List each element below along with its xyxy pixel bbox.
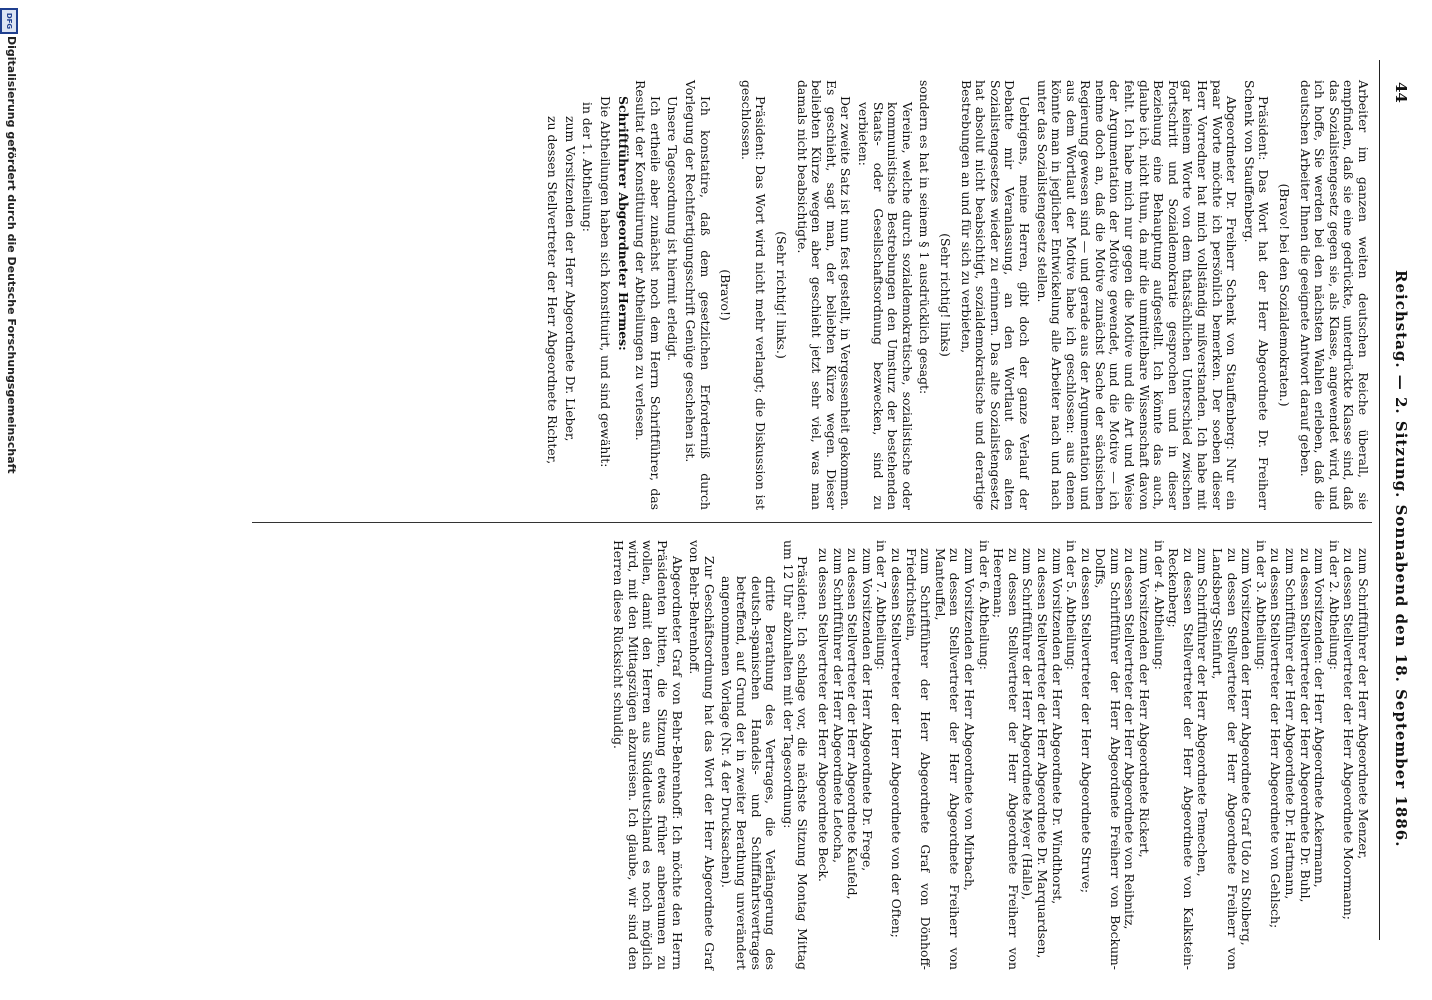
paragraph: sondern es hat in seinem § 1 ausdrücklich gesagt: bbox=[917, 80, 933, 395]
list-item: zum Schriftführer der Herr Abgeordnete Freiherr von Bockum-Dolffs, bbox=[1093, 548, 1123, 970]
paragraph: Ich ertheile aber zunächst noch dem Herrn Schriftführer, das Resultat der Konstituirung der Abtheilungen zu verlesen. bbox=[633, 80, 663, 510]
list-heading: in der 4. Abtheilung: bbox=[1151, 540, 1167, 670]
interjection: (Sehr richtig! links) bbox=[937, 233, 953, 357]
list-item: zum Schriftführer der Herr Abgeordnete Meyer (Halle), bbox=[1020, 548, 1036, 901]
dfg-logo: DFG bbox=[0, 8, 18, 34]
interjection: (Sehr richtig! links.) bbox=[774, 231, 790, 359]
interjection: (Bravo! bei den Sozialdemokraten.) bbox=[1277, 183, 1293, 407]
list-item: zum Schriftführer der Herr Abgeordnete Dr. Hartmann, bbox=[1283, 548, 1299, 900]
paragraph: Präsident: Das Wort hat der Herr Abgeordnete Dr. Freiherr Schenk von Stauffenberg. bbox=[1241, 80, 1272, 510]
list-heading: in der 2. Abtheilung: bbox=[1326, 540, 1342, 670]
list-heading: in der 7. Abtheilung: bbox=[874, 540, 890, 670]
quotation: Vereine, welche durch sozialdemokratische, sozialistische oder kommunistische Bestrebungen den Umsturz der bestehenden Staats- oder Gesellschaftsordnung bezwecken, sind zu verbieten: bbox=[856, 102, 915, 510]
list-item: zu dessen Stellvertreter der Herr Abgeordnete Dr. Marquardsen, bbox=[1034, 548, 1050, 959]
list-item: zum Vorsitzenden der Herr Abgeordnete Graf Udo zu Stolberg, bbox=[1239, 548, 1255, 946]
list-item: zum Schriftführer der Herr Abgeordnete Temechen, bbox=[1195, 548, 1211, 877]
list-item: zu dessen Stellvertreter der Herr Abgeordnete von Reibnitz, bbox=[1122, 548, 1138, 930]
list-item: zu dessen Stellvertreter der Herr Abgeordnete von Kalkstein-Reckenberg; bbox=[1166, 548, 1196, 970]
page-header bbox=[1384, 60, 1410, 940]
list-item: zum Vorsitzenden der Herr Abgeordnete Dr. Windthorst, bbox=[1049, 548, 1065, 905]
list-item: zu dessen Stellvertreter der Herr Abgeordnete von der Often; bbox=[889, 548, 904, 938]
speaker-line: Schriftführer Abgeordneter Hermes: bbox=[615, 96, 631, 351]
list-item: zu dessen Stellvertreter der Herr Abgeordnete Beck. bbox=[816, 548, 832, 882]
column-divider bbox=[252, 522, 1372, 523]
paragraph: Der zweite Satz ist nun fest gestellt, in Vergessenheit gekommen. Es geschieht, sagt man, der beliebten Kürze wegen. Dieser beliebten Kürze wegen aber geschieht jetzt sehr viel, was man damals nicht beabsichtigte. bbox=[794, 80, 854, 510]
list-item: zum Vorsitzenden: der Herr Abgeordnete Ackermann, bbox=[1312, 548, 1328, 888]
paragraph: Präsident: Ich schlage vor, die nächste Sitzung Montag Mittag um 12 Uhr abzuhalten mit der Tagesordnung: bbox=[780, 540, 811, 970]
list-heading: in der 6. Abtheilung: bbox=[976, 540, 992, 670]
paragraph: Präsident: Das Wort wird nicht mehr verlangt; die Diskussion ist geschlossen. bbox=[738, 80, 769, 510]
list-item: zu dessen Stellvertreter der Herr Abgeordnete Dr. Buhl, bbox=[1297, 548, 1313, 903]
list-item: zu dessen Stellvertreter der Herr Abgeordnete Freiherr von Manteuffel, bbox=[932, 548, 963, 970]
agenda-item: dritte Berathung des Vertrages, die Verlängerung des deutsch-spanischen Handels- und Schifffahrtsvertrages betreffend, auf Grund der in zweiter Berathung unverändert angenommenen Vorlage (Nr. 4 der Drucksachen). bbox=[719, 576, 779, 970]
list-heading: in der 3. Abtheilung: bbox=[1253, 540, 1269, 670]
list-item: zu dessen Stellvertreter der Herr Abgeordnete Struve; bbox=[1078, 548, 1094, 894]
committee-list bbox=[815, 540, 1370, 970]
list-item: zum Vorsitzenden der Herr Abgeordnete Dr. Lieber, bbox=[562, 116, 578, 442]
page-number: 44 bbox=[1392, 82, 1410, 103]
paragraph: Die Abtheilungen haben sich konstituirt, und sind gewählt: bbox=[598, 96, 614, 468]
paragraph: Unsere Tagesordnung ist hiermit erledigt. bbox=[665, 96, 681, 362]
list-item: zu dessen Stellvertreter der Herr Abgeordnete Kaufeld, bbox=[845, 548, 861, 900]
left-column bbox=[542, 80, 1370, 510]
interjection: (Bravo!) bbox=[718, 269, 734, 321]
list-item: zu dessen Stellvertreter der Herr Abgeordnete Richter, bbox=[545, 116, 561, 465]
paragraph: Zur Geschäftsordnung hat das Wort der Herr Abgeordnete Graf von Behr-Behrenhoff. bbox=[687, 540, 717, 970]
paragraph: Uebrigens, meine Herren, gibt doch der ganze Verlauf der Debatte mir Veranlassung, an den Wortlaut des alten Sozialistengesetzes wieder zu erinnern. Das alte Sozialistengesetz hat absolut nicht beabsichtigt, sozialdemokratische und derartige Bestrebungen an und für sich zu verbieten, bbox=[958, 80, 1032, 510]
list-item: zum Schriftführer der Herr Abgeordnete Letocha, bbox=[830, 548, 846, 864]
list-item: zum Schriftführer der Herr Abgeordnete Menzer, bbox=[1356, 548, 1371, 860]
list-item: zum Schriftführer der Herr Abgeordnete Graf von Dönhoff-Friedrichstein, bbox=[903, 548, 934, 970]
paragraph: Abgeordneter Graf von Behr-Behrenhoff: Ich möchte den Herrn Präsidenten bitten, die Sitzung etwas früher anberaumen zu wollen, damit den Herren aus Süddeutschland es noch möglich wird, mit den Mittagszügen abzureisen. Ich glaube, wir sind den Herren diese Rücksicht schuldig. bbox=[611, 540, 685, 970]
list-item: zum Vorsitzenden der Herr Abgeordnete Rickert, bbox=[1137, 548, 1153, 858]
paragraph: Abgeordneter Dr. Freiherr Schenk von Stauffenberg: Nur ein paar Worte möchte ich persönlich bemerken. Der soeben dieser Herr Vorredner hat mich vollständig mißverstanden. Ich habe mit gar keinem Worte von dem thatsächlichen Unterschied zwischen Fortschritt und Sozialdemokratie gesprochen und in dieser Beziehung eine Behauptung aufgestellt. Ich könnte das auch, glaube ich, nicht thun, da mir die unmittelbare Wissenschaft davon fehlt. Ich habe mich nur gegen die Motive und die Art und Weise der Argumentation der Motive gewendet, und die Motive — ich nehme doch an, daß die Motive zunächst Sache der sächsischen Regierung gewesen sind — und gerade aus der Argumentation und aus dem Wortlaut der Motive habe ich geschlossen: aus denen könnte man in jeglicher Entwickelung alle Arbeiter nach und nach unter das Sozialistengesetz stellen. bbox=[1034, 80, 1240, 510]
right-column bbox=[608, 540, 1370, 970]
list-item: zu dessen Stellvertreter der Herr Abgeordnete Freiherr von Landsberg-Steinfurt, bbox=[1210, 548, 1240, 970]
footer-text: Digitalisierung gefördert durch die Deutsche Forschungsgemeinschaft bbox=[5, 36, 18, 474]
list-item: zum Vorsitzenden der Herr Abgeordnete von Mirbach, bbox=[961, 548, 977, 891]
list-item: zu dessen Stellvertreter der Herr Abgeordnete Freiherr von Heereman; bbox=[991, 548, 1021, 970]
header-rule bbox=[1379, 60, 1380, 940]
list-heading: in der 5. Abtheilung: bbox=[1064, 540, 1080, 670]
running-title: Reichstag. — 2. Sitzung. Sonnabend den 18. September 1886. bbox=[1392, 270, 1410, 848]
list-item: zum Vorsitzenden der Herr Abgeordnete Dr. Frege, bbox=[859, 548, 875, 872]
paragraph: Ich konstatire, daß dem gesetzlichen Erforderniß durch Vorlegung der Rechtfertigungsschrift Genüge geschehen ist. bbox=[683, 80, 713, 510]
digitization-footer bbox=[0, 0, 20, 1000]
list-heading: in der 1. Abtheilung: bbox=[580, 102, 596, 232]
list-item: zu dessen Stellvertreter der Herr Abgeordnete von Gehlsch; bbox=[1268, 548, 1284, 929]
list-item: zu dessen Stellvertreter der Herr Abgeordnete Moormann; bbox=[1341, 548, 1357, 920]
paragraph: Arbeiter im ganzen weiten deutschen Reiche überall, sie empfinden, daß sie eine gedrückte, unterdrückte Klasse sind, daß das Sozialistengesetz gegen sie, als Klasse, angewendet wird, und ich hoffe, Sie werden bei den nächsten Wahlen erleben, daß die deutschen Arbeiter Ihnen die geeignete Antwort darauf geben. bbox=[1297, 80, 1371, 510]
